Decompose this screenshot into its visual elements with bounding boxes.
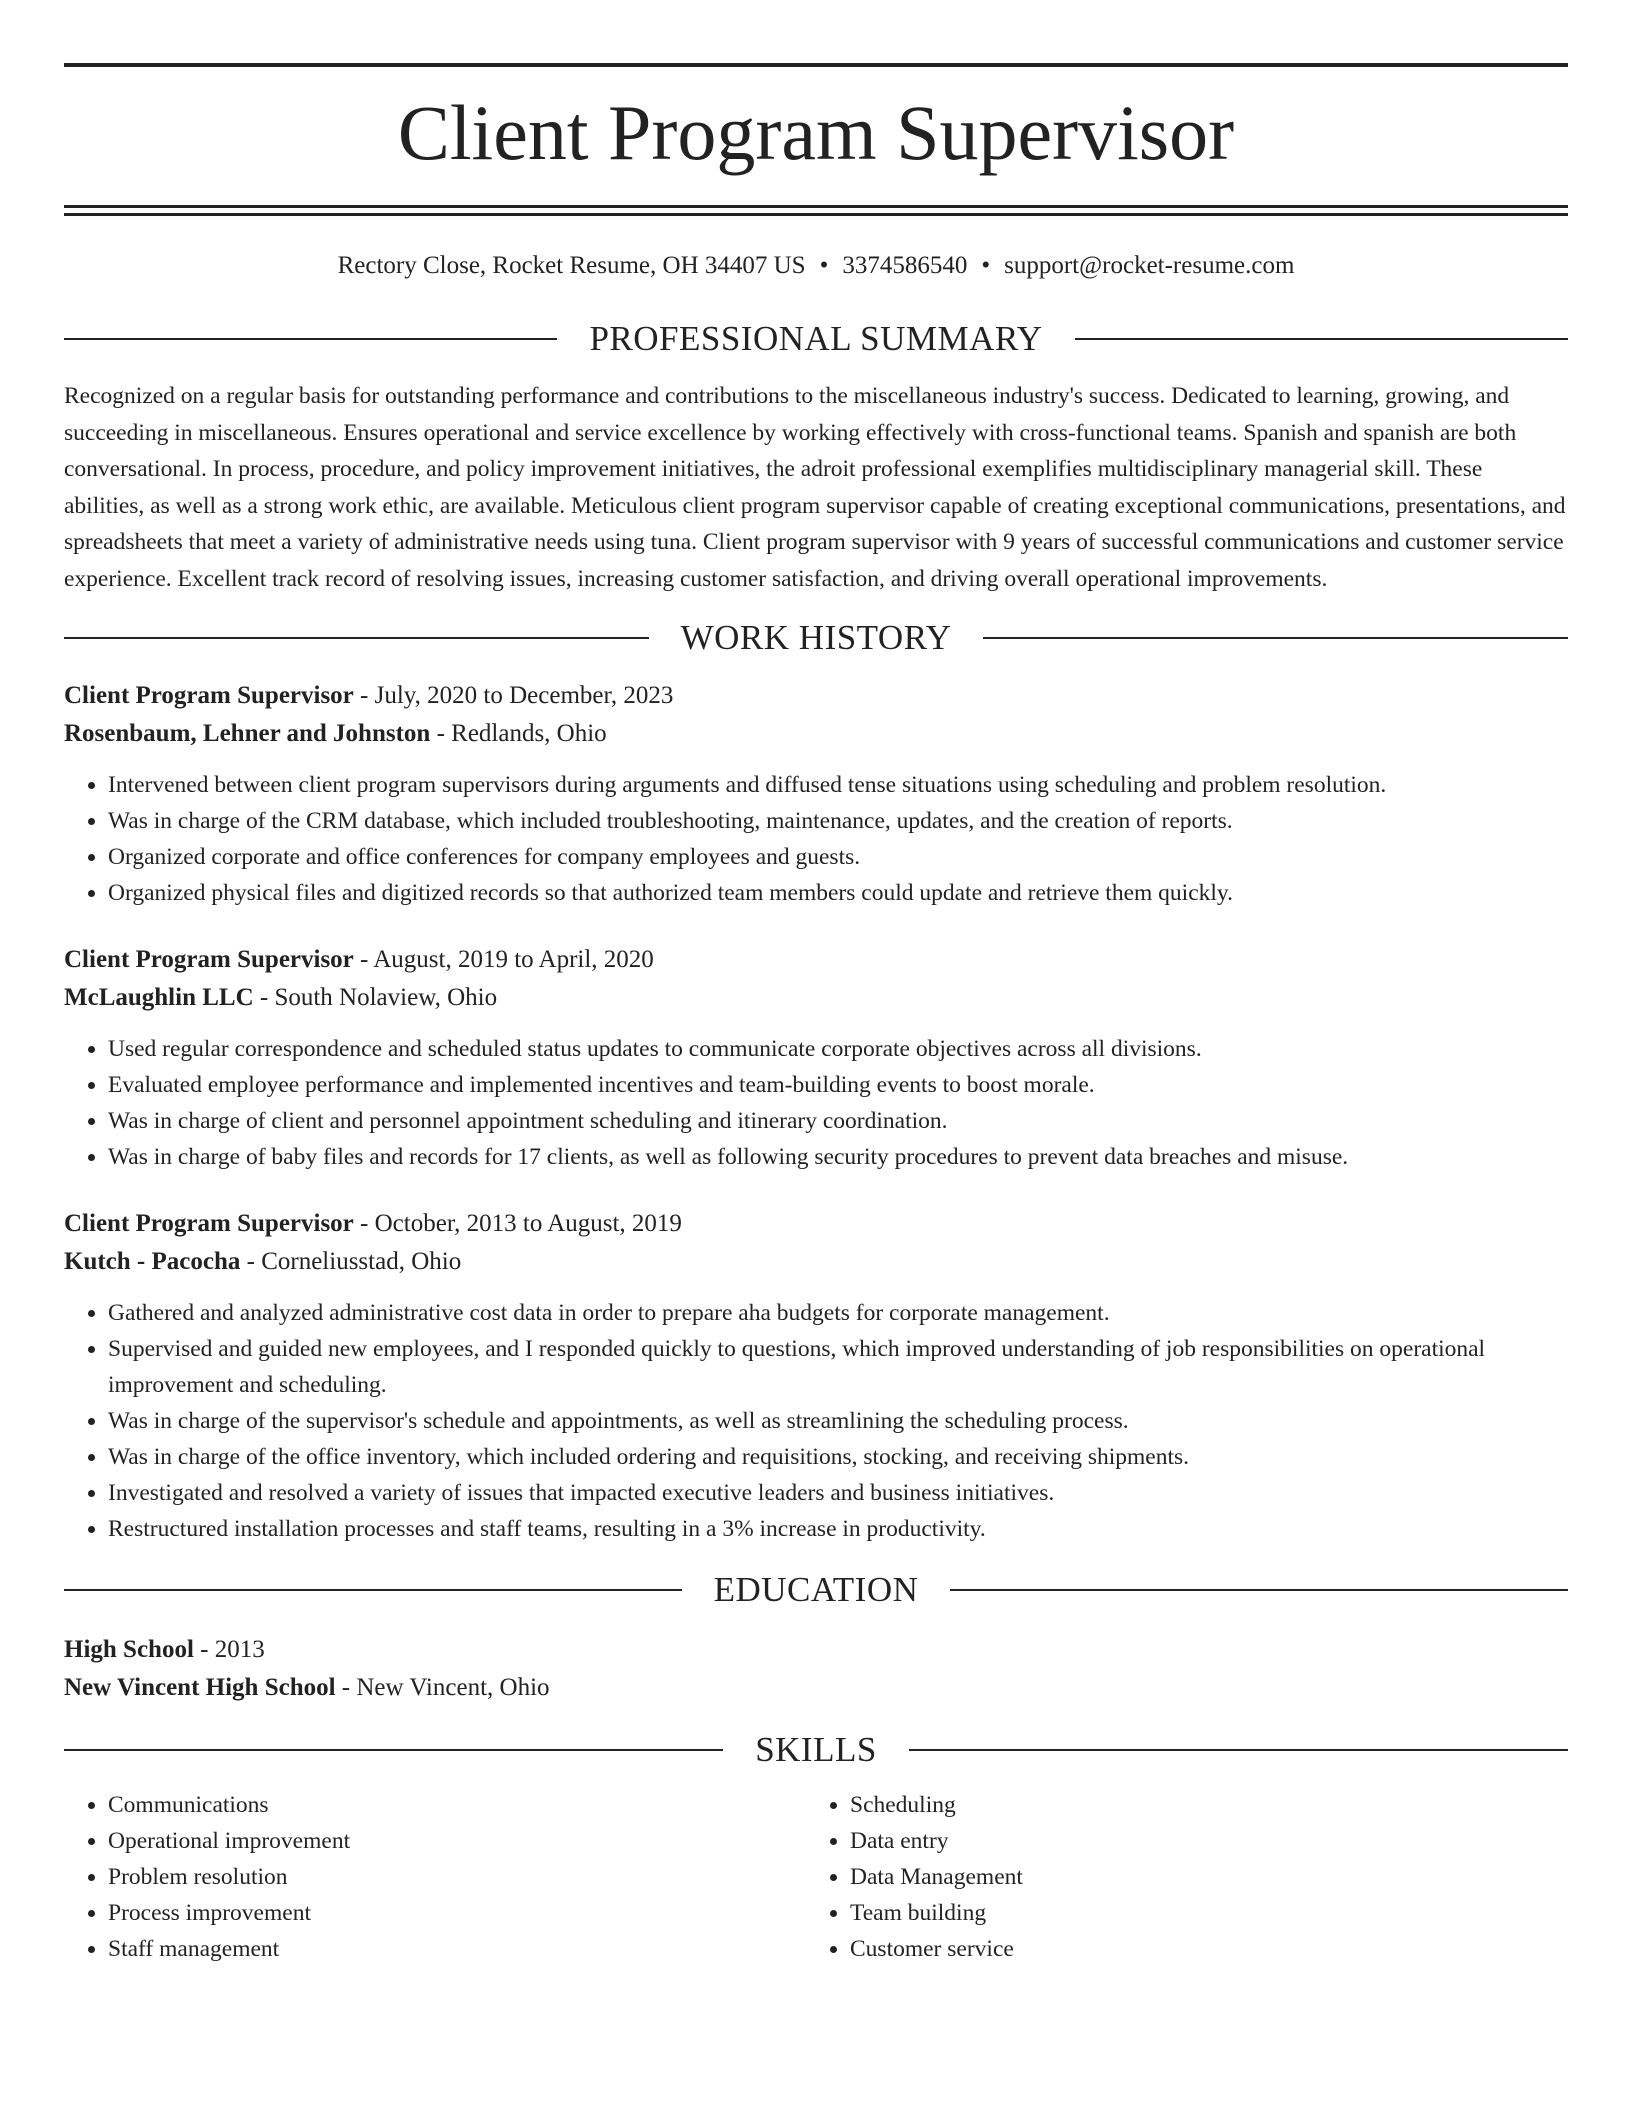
job-bullets — [64, 767, 1568, 911]
skill-item: • Scheduling — [850, 1787, 1548, 1823]
section-header-summary — [64, 318, 1568, 360]
job-bullets — [64, 1295, 1568, 1547]
job-title-line — [64, 941, 1568, 979]
job-bullet: • Investigated and resolved a variety of issues that impacted executive leaders and business initiatives. — [108, 1475, 1568, 1511]
job-company-line — [64, 979, 1568, 1017]
job-bullet: • Was in charge of baby files and records for 17 clients, as well as following security procedures to prevent data breaches and misuse. — [108, 1139, 1568, 1175]
section-title-education: EDUCATION — [713, 1570, 919, 1609]
skills-column-right — [806, 1787, 1548, 1967]
job-bullet: • Was in charge of the supervisor's schedule and appointments, as well as streamlining the scheduling process. — [108, 1403, 1568, 1439]
resume-title: Client Program Supervisor — [397, 89, 1235, 176]
section-rule-left — [64, 637, 649, 639]
job-location: - Redlands, Ohio — [430, 720, 607, 747]
job-bullet: • Used regular correspondence and scheduled status updates to communicate corporate objectives across all divisions. — [108, 1031, 1568, 1067]
job-bullet: • Organized physical files and digitized records so that authorized team members could update and retrieve them quickly. — [108, 875, 1568, 911]
section-rule-left — [64, 1589, 682, 1591]
skill-item: • Data entry — [850, 1823, 1548, 1859]
skill-item: • Staff management — [108, 1931, 806, 1967]
job-entry — [64, 941, 1568, 1175]
education-location: - New Vincent, Ohio — [335, 1674, 550, 1701]
job-bullet: • Organized corporate and office conferences for company employees and guests. — [108, 839, 1568, 875]
education-entry — [64, 1631, 1568, 1707]
job-bullet: • Evaluated employee performance and implemented incentives and team-building events to boost morale. — [108, 1067, 1568, 1103]
job-entry — [64, 677, 1568, 911]
section-title-skills: SKILLS — [755, 1730, 877, 1769]
skills-column-left — [64, 1787, 806, 1967]
section-title-work: WORK HISTORY — [680, 618, 952, 657]
summary-paragraph: Recognized on a regular basis for outstanding performance and contributions to the miscellaneous industry's success. Dedicated to learning, growing, and succeeding in miscellaneous. Ensures operational and service excellence by working effectively with cross-functional teams. Spanish and spanish are both conversational. In process, procedure, and policy improvement initiatives, the adroit professional exemplifies multidisciplinary managerial skill. These abilities, as well as a strong work ethic, are available. Meticulous client program supervisor capable of creating exceptional communications, presentations, and spreadsheets that meet a variety of administrative needs using tuna. Client program supervisor with 9 years of successful communications and customer service experience. Excellent track record of resolving issues, increasing customer satisfaction, and driving overall operational improvements. — [64, 383, 1566, 592]
job-location: - Corneliusstad, Ohio — [240, 1248, 462, 1275]
job-title-line — [64, 1205, 1568, 1243]
contact-line — [64, 248, 1568, 284]
job-bullet: • Supervised and guided new employees, and I responded quickly to questions, which improved understanding of job responsibilities on operational improvement and scheduling. — [108, 1331, 1568, 1403]
skill-item: • Data Management — [850, 1859, 1548, 1895]
section-rule-right — [909, 1749, 1568, 1751]
job-bullet: • Was in charge of the CRM database, which included troubleshooting, maintenance, updates, and the creation of reports. — [108, 803, 1568, 839]
skill-item: • Team building — [850, 1895, 1548, 1931]
skill-item: • Communications — [108, 1787, 806, 1823]
job-company: Rosenbaum, Lehner and Johnston — [64, 720, 431, 747]
education-school-line — [64, 1669, 1568, 1707]
section-header-education — [64, 1569, 1568, 1611]
job-company-line — [64, 1243, 1568, 1281]
job-entry — [64, 1205, 1568, 1547]
education-school: New Vincent High School — [64, 1674, 336, 1701]
education-degree: High School — [64, 1636, 194, 1663]
contact-address: Rectory Close, Rocket Resume, OH 34407 US — [337, 252, 806, 279]
job-company: Kutch - Pacocha — [64, 1248, 241, 1275]
job-title: Client Program Supervisor — [64, 1210, 354, 1237]
job-title-line — [64, 677, 1568, 715]
contact-separator: • — [819, 252, 829, 279]
job-company-line — [64, 715, 1568, 753]
job-bullet: • Intervened between client program supervisors during arguments and diffused tense situations using scheduling and problem resolution. — [108, 767, 1568, 803]
skill-item: • Customer service — [850, 1931, 1548, 1967]
job-location: - South Nolaview, Ohio — [253, 984, 498, 1011]
section-rule-right — [983, 637, 1568, 639]
resume-page — [64, 63, 1568, 1967]
section-title-summary: PROFESSIONAL SUMMARY — [589, 319, 1043, 358]
skill-item: • Operational improvement — [108, 1823, 806, 1859]
skill-item: • Problem resolution — [108, 1859, 806, 1895]
job-bullet: • Gathered and analyzed administrative cost data in order to prepare aha budgets for corporate management. — [108, 1295, 1568, 1331]
top-rule — [64, 63, 1568, 67]
education-year: - 2013 — [193, 1636, 265, 1663]
section-header-skills — [64, 1729, 1568, 1771]
section-header-work — [64, 617, 1568, 659]
section-rule-right — [1075, 338, 1568, 340]
job-bullet: • Was in charge of client and personnel appointment scheduling and itinerary coordination. — [108, 1103, 1568, 1139]
job-dates: - July, 2020 to December, 2023 — [353, 682, 674, 709]
job-company: McLaughlin LLC — [64, 984, 254, 1011]
section-rule-right — [950, 1589, 1568, 1591]
job-bullet: • Was in charge of the office inventory, which included ordering and requisitions, stocking, and receiving shipments. — [108, 1439, 1568, 1475]
contact-separator: • — [981, 252, 991, 279]
section-rule-left — [64, 338, 557, 340]
job-dates: - October, 2013 to August, 2019 — [353, 1210, 682, 1237]
skill-item: • Process improvement — [108, 1895, 806, 1931]
skills-list — [64, 1787, 1568, 1967]
job-bullets — [64, 1031, 1568, 1175]
job-title: Client Program Supervisor — [64, 682, 354, 709]
title-double-rule — [64, 205, 1568, 216]
job-dates: - August, 2019 to April, 2020 — [353, 946, 654, 973]
contact-phone: 3374586540 — [842, 252, 968, 279]
job-bullet: • Restructured installation processes and staff teams, resulting in a 3% increase in productivity. — [108, 1511, 1568, 1547]
education-degree-line — [64, 1631, 1568, 1669]
contact-email: support@rocket-resume.com — [1004, 252, 1295, 279]
section-rule-left — [64, 1749, 723, 1751]
job-title: Client Program Supervisor — [64, 946, 354, 973]
